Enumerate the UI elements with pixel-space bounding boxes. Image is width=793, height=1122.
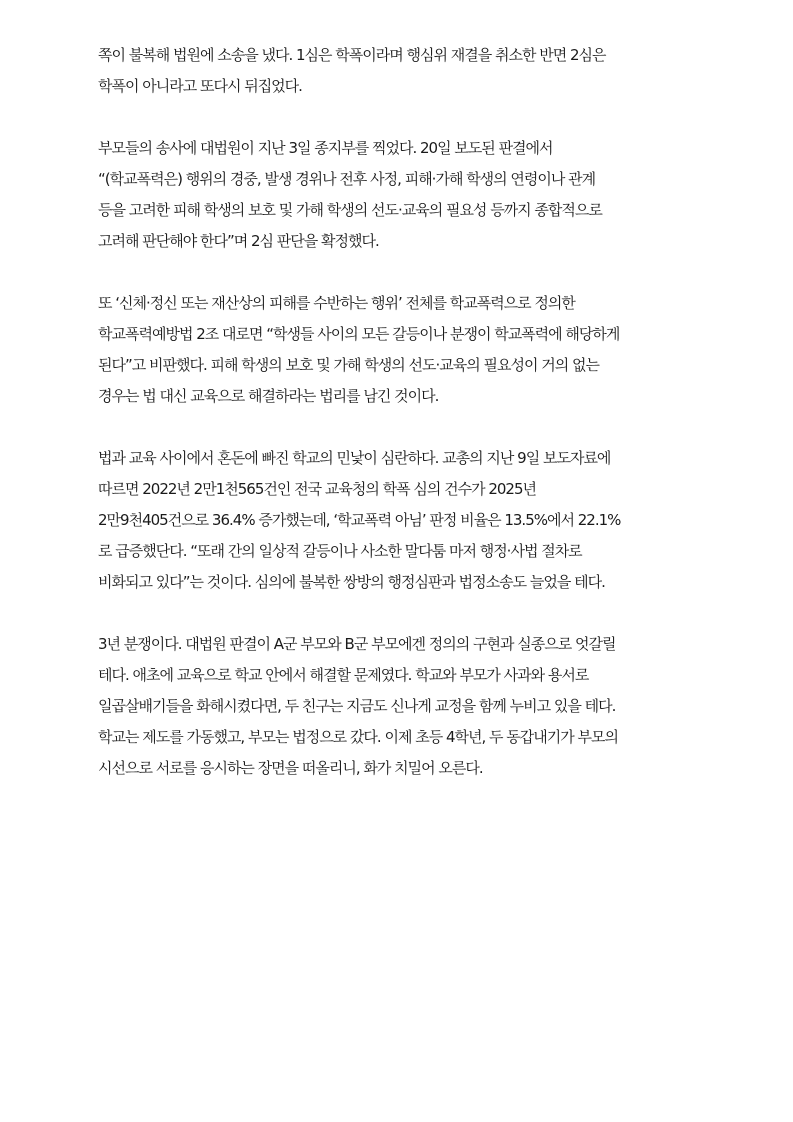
- paragraph-4: [98, 443, 698, 598]
- text-line: 시선으로 서로를 응시하는 장면을 떠올리니, 화가 치밀어 오른다.: [98, 759, 483, 777]
- text-line: “(학교폭력은) 행위의 경중, 발생 경위나 전후 사정, 피해·가해 학생의 연령이나 관계: [98, 170, 596, 188]
- text-line: 부모들의 송사에 대법원이 지난 3일 종지부를 찍었다. 20일 보도된 판결에서: [98, 139, 553, 157]
- text-line: 따르면 2022년 2만1천565건인 전국 교육청의 학폭 심의 건수가 2025년: [98, 480, 536, 498]
- text-line: 학교는 제도를 가동했고, 부모는 법정으로 갔다. 이제 초등 4학년, 두 동갑내기가 부모의: [98, 728, 618, 746]
- paragraph-3: [98, 288, 698, 412]
- text-line: 3년 분쟁이다. 대법원 판결이 A군 부모와 B군 부모에겐 정의의 구현과 실종으로 엇갈릴: [98, 635, 616, 653]
- text-line: 등을 고려한 피해 학생의 보호 및 가해 학생의 선도·교육의 필요성 등까지 종합적으로: [98, 201, 602, 219]
- paragraph-1: [98, 40, 698, 102]
- text-line: 된다”고 비판했다. 피해 학생의 보호 및 가해 학생의 선도·교육의 필요성이 거의 없는: [98, 356, 599, 374]
- text-line: 2만9천405건으로 36.4% 증가했는데, ‘학교폭력 아님’ 판정 비율은 13.5%에서 22.1%: [98, 511, 621, 529]
- text-line: 경우는 법 대신 교육으로 해결하라는 법리를 남긴 것이다.: [98, 387, 439, 405]
- text-line: 고려해 판단해야 한다”며 2심 판단을 확정했다.: [98, 232, 379, 250]
- text-line: 학폭이 아니라고 또다시 뒤집었다.: [98, 77, 302, 95]
- text-line: 학교폭력예방법 2조 대로면 “학생들 사이의 모든 갈등이나 분쟁이 학교폭력에 해당하게: [98, 325, 620, 343]
- text-line: 쪽이 불복해 법원에 소송을 냈다. 1심은 학폭이라며 행심위 재결을 취소한 반면 2심은: [98, 46, 606, 64]
- text-line: 테다. 애초에 교육으로 학교 안에서 해결할 문제였다. 학교와 부모가 사과와 용서로: [98, 666, 589, 684]
- text-line: 또 ‘신체·정신 또는 재산상의 피해를 수반하는 행위’ 전체를 학교폭력으로 정의한: [98, 294, 575, 312]
- text-line: 법과 교육 사이에서 혼돈에 빠진 학교의 민낯이 심란하다. 교총의 지난 9일 보도자료에: [98, 449, 611, 467]
- paragraph-5: [98, 629, 698, 784]
- article-body: [98, 40, 698, 815]
- text-line: 로 급증했단다. “또래 간의 일상적 갈등이나 사소한 말다툼 마저 행정·사법 절차로: [98, 542, 582, 560]
- text-line: 비화되고 있다”는 것이다. 심의에 불복한 쌍방의 행정심판과 법정소송도 늘었을 테다.: [98, 573, 605, 591]
- text-line: 일곱살배기들을 화해시켰다면, 두 친구는 지금도 신나게 교정을 함께 누비고 있을 테다.: [98, 697, 616, 715]
- paragraph-2: [98, 133, 698, 257]
